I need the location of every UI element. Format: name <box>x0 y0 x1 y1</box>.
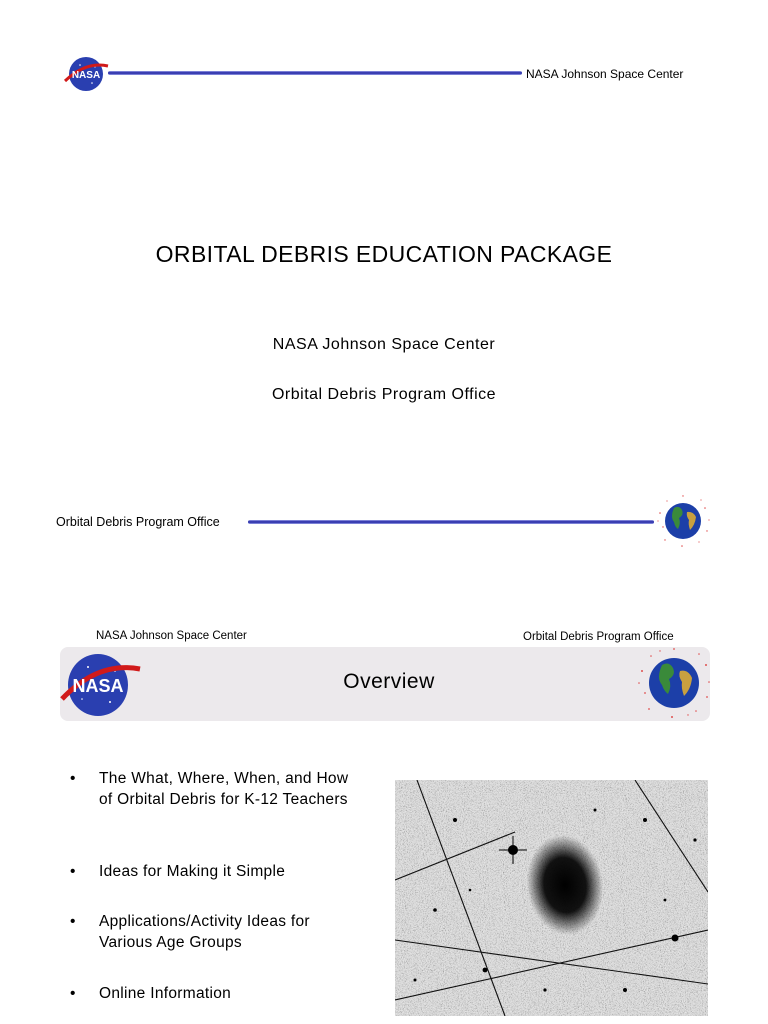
bullet-text: Ideas for Making it Simple <box>99 863 286 880</box>
slide2-header-left: NASA Johnson Space Center <box>96 630 247 642</box>
bullet-marker: • <box>70 863 76 880</box>
header-divider <box>108 71 522 75</box>
nasa-logo-text: NASA <box>71 70 101 81</box>
nasa-logo-icon <box>62 53 110 95</box>
slide2-title: Overview <box>343 670 435 693</box>
slide1-title: ORBITAL DEBRIS EDUCATION PACKAGE <box>155 241 613 267</box>
slide1-footer-left: Orbital Debris Program Office <box>56 515 220 529</box>
bullet-marker: • <box>70 770 76 787</box>
slide2-header-right: Orbital Debris Program Office <box>523 631 674 643</box>
slide1-subtitle-2: Orbital Debris Program Office <box>271 386 497 403</box>
bullet-text: Applications/Activity Ideas for Various Age Groups <box>99 913 310 951</box>
slide1-header-right: NASA Johnson Space Center <box>526 67 684 81</box>
star-field-photo <box>395 780 708 1016</box>
earth-globe-icon <box>655 493 711 549</box>
footer-divider <box>248 520 654 524</box>
bullet-marker: • <box>70 985 76 1002</box>
slide1-subtitle-1: NASA Johnson Space Center <box>272 336 496 353</box>
bullet-text: Online Information <box>99 985 232 1002</box>
bullet-marker: • <box>70 913 76 930</box>
nasa-logo-text: NASA <box>72 676 124 696</box>
bullet-text: The What, Where, When, and How of Orbital Debris for K-12 Teachers <box>99 770 349 808</box>
